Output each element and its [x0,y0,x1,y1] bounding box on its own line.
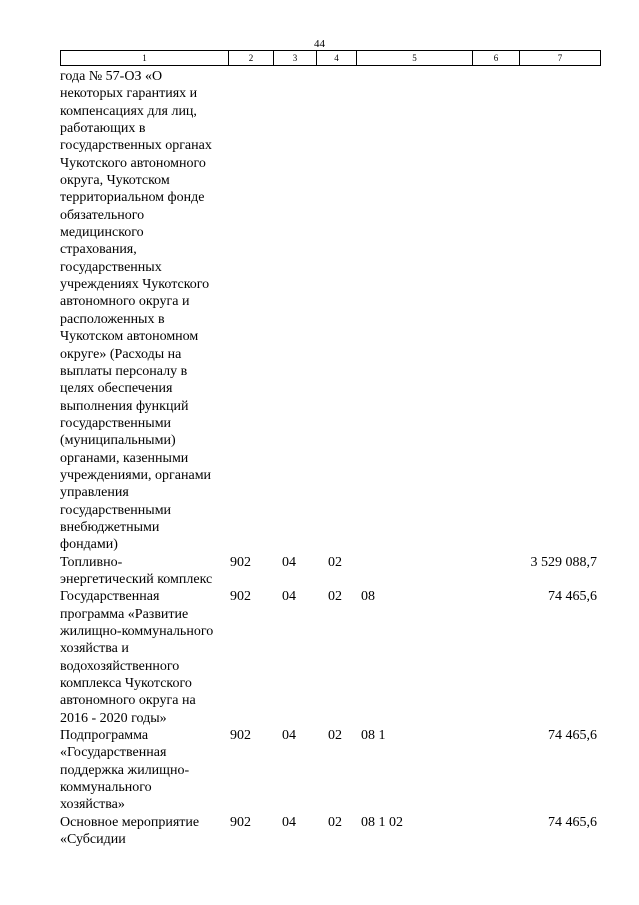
row-amount: 74 465,6 [548,728,597,744]
row-col-2 [230,68,282,554]
row-col-6 [481,727,521,814]
header-col-1: 1 [142,53,147,63]
row-col-2: 902 [230,728,251,744]
header-col-4: 4 [316,51,356,65]
row-name: Подпрограмма «Государственная поддержка жилищно- коммунального хозяйства» [60,728,190,813]
row-amount: 74 465,6 [548,589,597,605]
table-row [60,554,601,589]
row-col-3: 04 [282,589,296,605]
header-col-7: 7 [519,51,600,65]
row-col-5: 08 [361,589,375,605]
row-col-5: 08 1 02 [361,814,403,830]
header-col-2: 2 [228,51,273,65]
row-col-2: 902 [230,589,251,605]
row-col-4 [328,68,361,554]
row-col-4: 02 [328,554,342,570]
row-col-6 [481,68,521,554]
table-header [60,50,601,66]
row-amount [521,68,601,554]
row-col-2: 902 [230,814,251,830]
row-name: Топливно- энергетический комплекс [60,554,213,587]
table-row [60,588,601,727]
row-name: Основное мероприятие «Субсидии [60,814,200,848]
row-amount: 3 529 088,7 [530,554,597,570]
table-row [60,727,601,814]
row-col-3: 04 [282,554,296,570]
row-name: года № 57-ОЗ «О некоторых гарантиях и компенсациях для лиц, работающих в государственных органах Чукотского автономного округа, Чукотском территориальном фонде обязательного медицинского страхования, государственных учреждениях Чукотского автономного округа и расположенных в Чукотском автономном округе» (Расходы на выплаты персоналу в целях обеспечения выполнения функций государственными (муниципальными) органами, казенными учреждениями, органами управления государственными внебюджетными фондами) [60,69,212,553]
table-body [60,68,601,848]
page-number: 44 [314,38,325,50]
row-col-3: 04 [282,814,296,830]
row-amount: 74 465,6 [548,814,597,830]
row-name: Государственная программа «Развитие жилищно-коммунального хозяйства и водохозяйственного комплекса Чукотского автономного округа на 2016 - 2020 годы» [60,589,214,726]
row-col-4: 02 [328,728,342,744]
row-col-5: 08 1 [361,728,386,744]
header-col-5: 5 [356,51,472,65]
header-col-6: 6 [472,51,519,65]
row-col-3: 04 [282,728,296,744]
row-col-6 [481,814,521,849]
row-col-5 [361,68,481,554]
row-col-4: 02 [328,589,342,605]
table-row [60,68,601,554]
row-col-6 [481,588,521,727]
row-col-3 [282,68,328,554]
table-row [60,814,601,849]
row-col-4: 02 [328,814,342,830]
row-col-6 [481,554,521,589]
row-col-2: 902 [230,554,251,570]
row-col-5 [361,554,481,589]
header-col-3: 3 [273,51,316,65]
